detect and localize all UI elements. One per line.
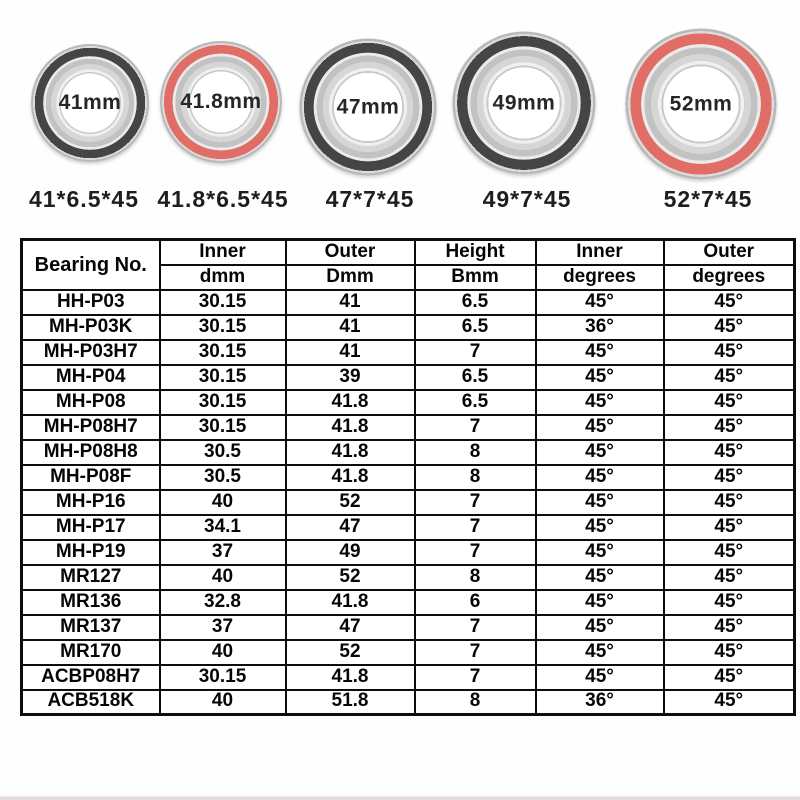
table-cell: ACBP08H7 bbox=[22, 665, 160, 690]
spec-table bbox=[20, 238, 796, 716]
table-cell: 30.15 bbox=[160, 315, 286, 340]
table-row bbox=[22, 390, 795, 415]
table-cell: MH-P08 bbox=[22, 390, 160, 415]
table-cell: 45° bbox=[664, 540, 795, 565]
table-cell: 7 bbox=[415, 340, 536, 365]
bearing-ring-photo bbox=[31, 44, 149, 162]
table-cell: 30.15 bbox=[160, 290, 286, 315]
table-cell: 7 bbox=[415, 640, 536, 665]
table-row bbox=[22, 540, 795, 565]
table-cell: 45° bbox=[664, 465, 795, 490]
table-cell: 41.8 bbox=[286, 590, 415, 615]
table-row bbox=[22, 465, 795, 490]
table-cell: 45° bbox=[536, 440, 664, 465]
table-row bbox=[22, 440, 795, 465]
table-cell: 45° bbox=[664, 365, 795, 390]
table-cell: 36° bbox=[536, 315, 664, 340]
bearing-ring-photo bbox=[160, 41, 282, 163]
table-cell: 45° bbox=[536, 540, 664, 565]
table-cell: 45° bbox=[664, 290, 795, 315]
table-cell: 45° bbox=[536, 365, 664, 390]
table-cell: 45° bbox=[536, 490, 664, 515]
table-cell: 7 bbox=[415, 540, 536, 565]
table-cell: 51.8 bbox=[286, 690, 415, 715]
table-row bbox=[22, 690, 795, 715]
ring-size-label: 47mm bbox=[336, 95, 400, 118]
table-cell: 52 bbox=[286, 565, 415, 590]
table-cell: 49 bbox=[286, 540, 415, 565]
spec-table-header bbox=[22, 240, 795, 290]
table-cell: 45° bbox=[536, 465, 664, 490]
table-cell: 47 bbox=[286, 515, 415, 540]
ring-dimensions-label: 41.8*6.5*45 bbox=[157, 186, 289, 212]
table-cell: 45° bbox=[536, 390, 664, 415]
table-cell: 45° bbox=[536, 340, 664, 365]
table-cell: 45° bbox=[536, 565, 664, 590]
table-cell: 37 bbox=[160, 540, 286, 565]
col-header-height-unit: Bmm bbox=[415, 265, 536, 290]
table-cell: 41 bbox=[286, 340, 415, 365]
table-cell: 41.8 bbox=[286, 665, 415, 690]
table-row bbox=[22, 290, 795, 315]
ring-dimensions-label: 52*7*45 bbox=[663, 186, 753, 212]
table-cell: 41.8 bbox=[286, 390, 415, 415]
table-cell: 6.5 bbox=[415, 290, 536, 315]
spec-table-body bbox=[22, 290, 795, 715]
table-cell: MH-P04 bbox=[22, 365, 160, 390]
table-cell: 45° bbox=[536, 615, 664, 640]
table-cell: 45° bbox=[664, 340, 795, 365]
table-cell: MR127 bbox=[22, 565, 160, 590]
table-cell: 52 bbox=[286, 640, 415, 665]
table-cell: 7 bbox=[415, 515, 536, 540]
table-cell: 7 bbox=[415, 490, 536, 515]
table-row bbox=[22, 315, 795, 340]
table-cell: MH-P17 bbox=[22, 515, 160, 540]
table-cell: 6.5 bbox=[415, 315, 536, 340]
bearing-ring-photo bbox=[453, 32, 596, 175]
table-row bbox=[22, 565, 795, 590]
table-cell: MH-P03K bbox=[22, 315, 160, 340]
table-cell: 45° bbox=[664, 390, 795, 415]
table-cell: 6.5 bbox=[415, 390, 536, 415]
table-cell: MH-P08F bbox=[22, 465, 160, 490]
table-cell: 40 bbox=[160, 565, 286, 590]
table-cell: 30.15 bbox=[160, 665, 286, 690]
table-cell: 8 bbox=[415, 565, 536, 590]
col-header-bearing-no: Bearing No. bbox=[22, 240, 160, 290]
table-cell: MR137 bbox=[22, 615, 160, 640]
ring-size-label: 49mm bbox=[492, 91, 556, 114]
table-row bbox=[22, 590, 795, 615]
table-row bbox=[22, 640, 795, 665]
col-header-inner-unit: dmm bbox=[160, 265, 286, 290]
table-cell: 8 bbox=[415, 690, 536, 715]
bearing-ring-photo bbox=[626, 29, 777, 180]
table-cell: 6 bbox=[415, 590, 536, 615]
product-gallery bbox=[0, 0, 800, 232]
table-cell: 30.15 bbox=[160, 365, 286, 390]
table-cell: 45° bbox=[664, 615, 795, 640]
table-cell: 7 bbox=[415, 665, 536, 690]
table-cell: 30.5 bbox=[160, 440, 286, 465]
table-cell: 45° bbox=[664, 515, 795, 540]
table-cell: 45° bbox=[536, 515, 664, 540]
table-cell: 45° bbox=[664, 590, 795, 615]
table-cell: 45° bbox=[536, 290, 664, 315]
table-cell: 30.15 bbox=[160, 415, 286, 440]
table-row bbox=[22, 490, 795, 515]
table-cell: 45° bbox=[536, 590, 664, 615]
table-cell: 45° bbox=[664, 440, 795, 465]
table-cell: 6.5 bbox=[415, 365, 536, 390]
table-cell: 37 bbox=[160, 615, 286, 640]
table-cell: MH-P19 bbox=[22, 540, 160, 565]
table-cell: 45° bbox=[664, 565, 795, 590]
bearing-ring-photo bbox=[300, 39, 437, 176]
table-cell: 8 bbox=[415, 465, 536, 490]
table-cell: 7 bbox=[415, 615, 536, 640]
table-cell: 45° bbox=[536, 665, 664, 690]
table-cell: 32.8 bbox=[160, 590, 286, 615]
table-cell: MH-P08H7 bbox=[22, 415, 160, 440]
table-cell: MH-P03H7 bbox=[22, 340, 160, 365]
table-cell: MH-P08H8 bbox=[22, 440, 160, 465]
table-cell: 30.15 bbox=[160, 340, 286, 365]
ring-dimensions-label: 47*7*45 bbox=[325, 186, 415, 212]
table-row bbox=[22, 615, 795, 640]
table-cell: 41.8 bbox=[286, 440, 415, 465]
table-cell: MR136 bbox=[22, 590, 160, 615]
table-cell: 30.15 bbox=[160, 390, 286, 415]
table-cell: 45° bbox=[536, 415, 664, 440]
table-cell: 41 bbox=[286, 315, 415, 340]
table-cell: 45° bbox=[664, 490, 795, 515]
table-cell: 40 bbox=[160, 640, 286, 665]
table-cell: 36° bbox=[536, 690, 664, 715]
table-row bbox=[22, 365, 795, 390]
table-cell: 34.1 bbox=[160, 515, 286, 540]
table-cell: 39 bbox=[286, 365, 415, 390]
col-header-inner-deg-unit: degrees bbox=[536, 265, 664, 290]
table-cell: 8 bbox=[415, 440, 536, 465]
table-row bbox=[22, 340, 795, 365]
table-cell: 45° bbox=[536, 640, 664, 665]
col-header-outer-deg-unit: degrees bbox=[664, 265, 795, 290]
table-cell: MR170 bbox=[22, 640, 160, 665]
table-row bbox=[22, 665, 795, 690]
col-header-outer-deg-top: Outer bbox=[664, 240, 795, 265]
table-cell: ACB518K bbox=[22, 690, 160, 715]
bottom-edge-strip bbox=[0, 795, 800, 800]
table-cell: HH-P03 bbox=[22, 290, 160, 315]
table-cell: 47 bbox=[286, 615, 415, 640]
table-cell: 45° bbox=[664, 690, 795, 715]
col-header-outer-top: Outer bbox=[286, 240, 415, 265]
table-cell: 45° bbox=[664, 665, 795, 690]
ring-size-label: 41.8mm bbox=[180, 90, 262, 113]
table-cell: 40 bbox=[160, 490, 286, 515]
table-cell: MH-P16 bbox=[22, 490, 160, 515]
table-cell: 41 bbox=[286, 290, 415, 315]
ring-size-label: 41mm bbox=[58, 91, 122, 114]
table-cell: 41.8 bbox=[286, 415, 415, 440]
ring-size-label: 52mm bbox=[669, 92, 733, 115]
table-cell: 45° bbox=[664, 315, 795, 340]
col-header-inner-deg-top: Inner bbox=[536, 240, 664, 265]
table-cell: 52 bbox=[286, 490, 415, 515]
table-cell: 45° bbox=[664, 640, 795, 665]
table-row bbox=[22, 415, 795, 440]
col-header-height-top: Height bbox=[415, 240, 536, 265]
col-header-outer-unit: Dmm bbox=[286, 265, 415, 290]
table-cell: 41.8 bbox=[286, 465, 415, 490]
table-row bbox=[22, 515, 795, 540]
ring-dimensions-label: 41*6.5*45 bbox=[28, 186, 140, 212]
table-cell: 7 bbox=[415, 415, 536, 440]
col-header-inner-top: Inner bbox=[160, 240, 286, 265]
ring-dimensions-label: 49*7*45 bbox=[482, 186, 572, 212]
table-cell: 45° bbox=[664, 415, 795, 440]
table-cell: 40 bbox=[160, 690, 286, 715]
table-cell: 30.5 bbox=[160, 465, 286, 490]
